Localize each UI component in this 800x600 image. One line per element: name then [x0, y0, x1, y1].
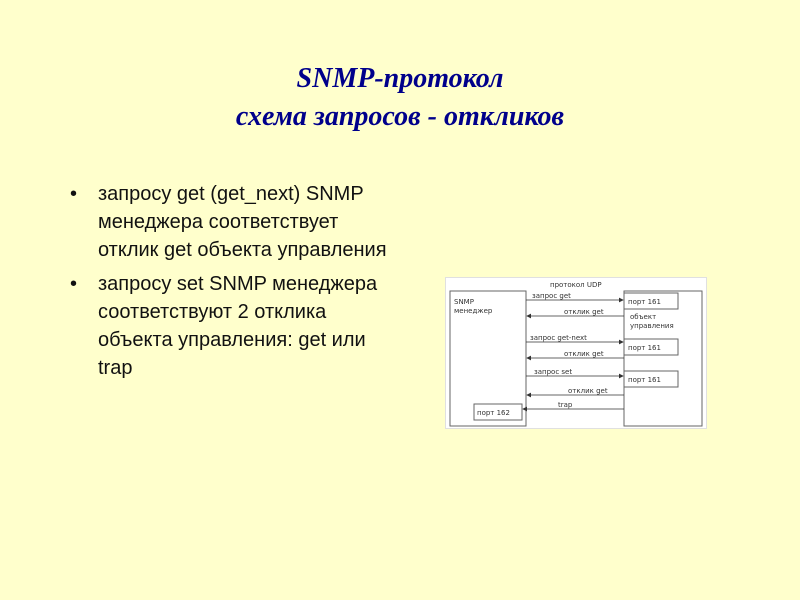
agent-port-1: порт 161 [628, 298, 661, 306]
bullet-item [66, 180, 396, 264]
message-label: запрос set [534, 368, 573, 376]
title-line-1: SNMP-протокол [296, 63, 504, 94]
message-label: отклик get [564, 308, 604, 316]
agent-label-1: объект [630, 313, 657, 321]
request-response-diagram [445, 277, 707, 429]
diagram-header: протокол UDP [550, 281, 602, 289]
message-label: запрос get [532, 292, 571, 300]
bullet-icon: • [70, 183, 78, 205]
bullet-text-get: запросу get (get_next) SNMP менеджера соответствует отклик get объекта управления [98, 183, 387, 261]
agent-port-3: порт 161 [628, 376, 661, 384]
bullet-item [66, 270, 396, 382]
bullet-list [66, 180, 396, 388]
manager-port: порт 162 [477, 409, 510, 417]
message-label: отклик get [568, 387, 608, 395]
message-label: отклик get [564, 350, 604, 358]
bullet-text-set: запросу set SNMP менеджера соответствуют 2 отклика объекта управления: get или trap [98, 273, 378, 379]
agent-label-2: управления [630, 322, 674, 330]
manager-label-1: SNMP [454, 298, 474, 306]
diagram-svg [446, 278, 706, 428]
bullet-icon: • [70, 273, 78, 295]
slide-title [0, 60, 800, 136]
agent-box [624, 291, 702, 426]
message-label: запрос get-next [530, 334, 587, 342]
agent-port-2: порт 161 [628, 344, 661, 352]
manager-label-2: менеджер [454, 307, 493, 315]
title-line-2: схема запросов - откликов [235, 101, 565, 132]
message-label: trap [558, 401, 573, 409]
